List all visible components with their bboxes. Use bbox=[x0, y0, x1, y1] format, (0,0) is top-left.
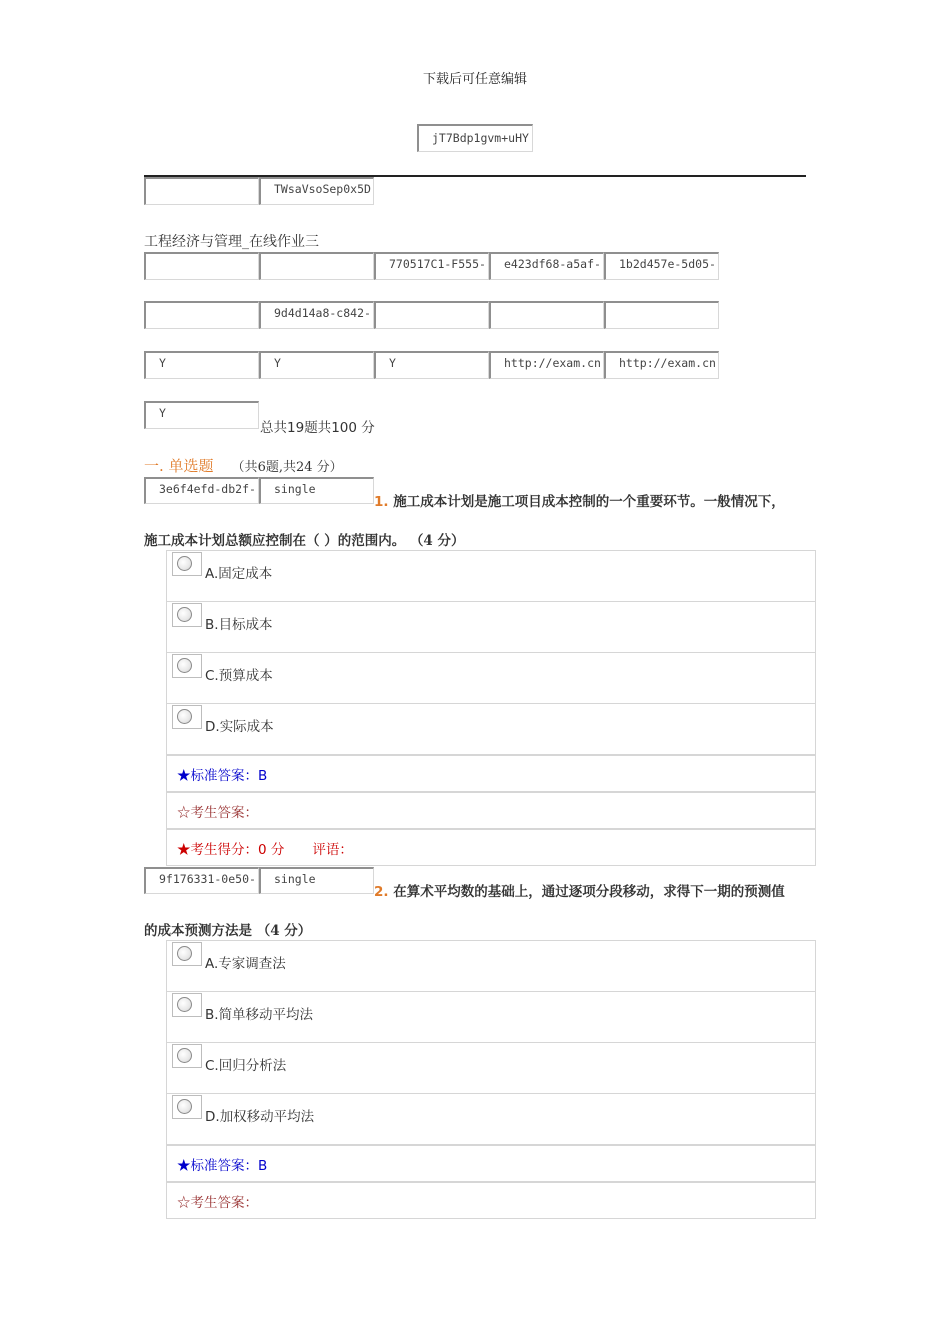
field-r3c5[interactable] bbox=[604, 301, 719, 329]
radio-button[interactable] bbox=[177, 1099, 192, 1114]
download-note: 下载后可任意编辑 bbox=[422, 72, 527, 87]
radio-button[interactable] bbox=[177, 709, 192, 724]
hidden-field-1[interactable] bbox=[144, 177, 259, 205]
radio-cell bbox=[172, 552, 202, 576]
radio-cell bbox=[172, 1044, 202, 1068]
option-row[interactable] bbox=[167, 653, 815, 704]
field-r5c1[interactable]: Y bbox=[144, 401, 259, 429]
field-r3c2[interactable]: 9d4d14a8-c842- bbox=[259, 301, 374, 329]
radio-cell bbox=[172, 942, 202, 966]
field-r2c1[interactable] bbox=[144, 252, 259, 280]
option-row[interactable] bbox=[167, 992, 815, 1043]
radio-cell bbox=[172, 654, 202, 678]
q1-options bbox=[166, 550, 816, 755]
top-id-field[interactable]: jT7Bdp1gvm+uHY bbox=[417, 124, 533, 152]
option-label: C.回归分析法 bbox=[205, 1058, 287, 1074]
q2-text-line2: 的成本预测方法是 （4 分） bbox=[144, 923, 312, 939]
field-r3c3[interactable] bbox=[374, 301, 489, 329]
option-row[interactable] bbox=[167, 1043, 815, 1094]
radio-button[interactable] bbox=[177, 658, 192, 673]
option-label: A.固定成本 bbox=[205, 566, 273, 582]
q1-type-field[interactable]: single bbox=[259, 477, 374, 504]
q1-text-line2: 施工成本计划总额应控制在（ ）的范围内。 （4 分） bbox=[144, 533, 465, 549]
option-row[interactable] bbox=[167, 704, 815, 755]
radio-cell bbox=[172, 993, 202, 1017]
option-label: D.加权移动平均法 bbox=[205, 1109, 315, 1125]
q2-student-answer: ☆考生答案： bbox=[166, 1182, 816, 1219]
field-r4c3[interactable]: Y bbox=[374, 351, 489, 379]
q2-type-field[interactable]: single bbox=[259, 867, 374, 894]
radio-cell bbox=[172, 705, 202, 729]
radio-button[interactable] bbox=[177, 1048, 192, 1063]
radio-button[interactable] bbox=[177, 607, 192, 622]
option-row[interactable] bbox=[167, 551, 815, 602]
q1-standard-answer: ★标准答案：B bbox=[166, 755, 816, 792]
field-r2c5[interactable]: 1b2d457e-5d05- bbox=[604, 252, 719, 280]
option-row[interactable] bbox=[167, 941, 815, 992]
option-row[interactable] bbox=[167, 602, 815, 653]
option-label: A.专家调查法 bbox=[205, 956, 286, 972]
field-r3c4[interactable] bbox=[489, 301, 604, 329]
field-r2c3[interactable]: 770517C1-F555- bbox=[374, 252, 489, 280]
field-r4c5[interactable]: http://exam.cn bbox=[604, 351, 719, 379]
q2-options bbox=[166, 940, 816, 1145]
radio-cell bbox=[172, 603, 202, 627]
field-r4c4[interactable]: http://exam.cn bbox=[489, 351, 604, 379]
radio-button[interactable] bbox=[177, 556, 192, 571]
field-r2c2[interactable] bbox=[259, 252, 374, 280]
hidden-field-2[interactable]: TWsaVsoSep0x5D bbox=[259, 177, 374, 205]
option-label: C.预算成本 bbox=[205, 668, 273, 684]
radio-cell bbox=[172, 1095, 202, 1119]
q1-text-line1: 1. 施工成本计划是施工项目成本控制的一个重要环节。一般情况下， bbox=[374, 494, 785, 510]
field-r3c1[interactable] bbox=[144, 301, 259, 329]
field-r2c4[interactable]: e423df68-a5af- bbox=[489, 252, 604, 280]
q1-student-answer: ☆考生答案： bbox=[166, 792, 816, 829]
q1-id-field[interactable]: 3e6f4efd-db2f- bbox=[144, 477, 259, 504]
q1-student-score: ★考生得分：0 分 评语： bbox=[166, 829, 816, 866]
radio-button[interactable] bbox=[177, 946, 192, 961]
option-label: D.实际成本 bbox=[205, 719, 274, 735]
exam-summary: 总共19题共100 分 bbox=[260, 420, 375, 436]
radio-button[interactable] bbox=[177, 997, 192, 1012]
field-r4c2[interactable]: Y bbox=[259, 351, 374, 379]
field-r4c1[interactable]: Y bbox=[144, 351, 259, 379]
option-label: B.目标成本 bbox=[205, 617, 273, 633]
q2-text-line1: 2. 在算术平均数的基础上，通过逐项分段移动，求得下一期的预测值 bbox=[374, 884, 785, 900]
q2-id-field[interactable]: 9f176331-0e50- bbox=[144, 867, 259, 894]
option-label: B.简单移动平均法 bbox=[205, 1007, 314, 1023]
option-row[interactable] bbox=[167, 1094, 815, 1145]
page-title: 工程经济与管理_在线作业三 bbox=[144, 234, 319, 250]
section-heading: 一. 单选题 （共6题,共24 分） bbox=[144, 457, 343, 475]
q2-standard-answer: ★标准答案：B bbox=[166, 1145, 816, 1182]
